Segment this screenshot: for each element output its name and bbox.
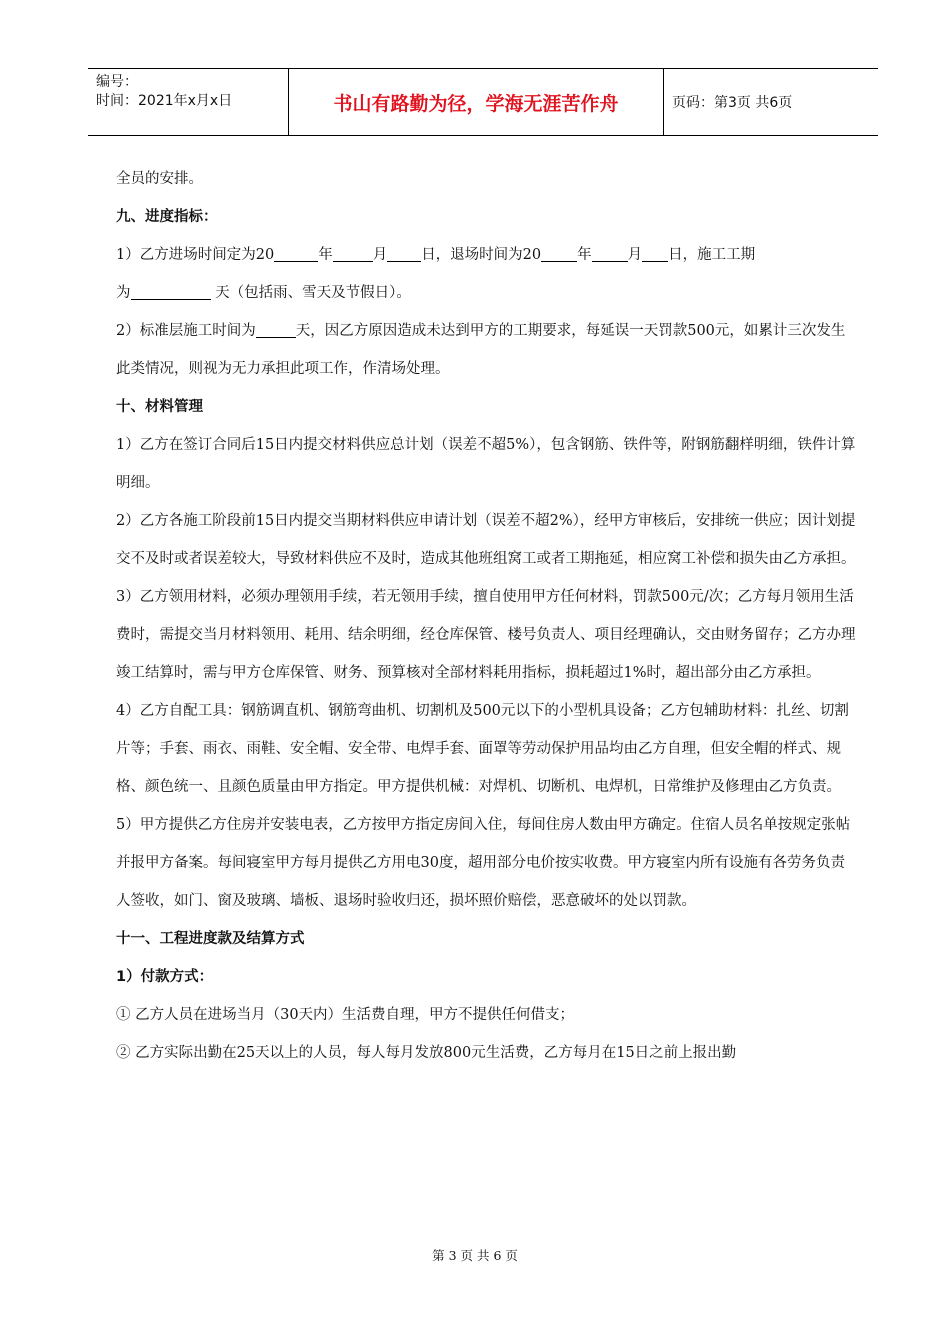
blank-line xyxy=(592,245,628,262)
text-run: 日，退场时间为20 xyxy=(421,247,542,263)
blank-line xyxy=(387,245,421,262)
paragraph: 2）乙方各施工阶段前15日内提交当期材料供应申请计划（误差不超2%），经甲方审核后，安排统一供应；因计划提交不及时或者误差较大，导致材料供应不及时，造成其他班组窝工或者工期拖延，相应窝工补偿和损失由乙方承担。 xyxy=(116,513,856,567)
text-run: 天（包括雨、雪天及节假日）。 xyxy=(210,285,411,301)
text-run: 月 xyxy=(627,247,643,263)
section-heading-11: 十一、工程进度款及结算方式 xyxy=(116,931,305,947)
paragraph: ① 乙方人员在进场当月（30天内）生活费自理，甲方不提供任何借支； xyxy=(116,1007,575,1023)
time-label: 时间：2021年x月x日 xyxy=(96,93,233,109)
number-label: 编号： xyxy=(96,74,138,90)
paragraph: 3）乙方领用材料，必须办理领用手续，若无领用手续，擅自使用甲方任何材料，罚款500元/次；乙方每月领用生活费时，需提交当月材料领用、耗用、结余明细，经仓库保管、楼号负责人、项目经理确认，交由财务留存；乙方办理竣工结算时，需与甲方仓库保管、财务、预算核对全部材料耗用指标，损耗超过1%时，超出部分由乙方承担。 xyxy=(116,589,856,681)
blank-line xyxy=(131,283,211,300)
paragraph-schedule-2 xyxy=(116,312,856,388)
text-run: 为 xyxy=(116,285,131,301)
text-run: 2）标准层施工时间为 xyxy=(116,323,256,339)
paragraph: 5）甲方提供乙方住房并安装电表，乙方按甲方指定房间入住，每间住房人数由甲方确定。住宿人员名单按规定张帖并报甲方备案。每间寝室甲方每月提供乙方用电30度，超用部分电价按实收费。甲方寝室内所有设施有各劳务负责人签收，如门、窗及玻璃、墙板、退场时验收归还，损坏照价赔偿，恶意破坏的处以罚款。 xyxy=(116,817,851,909)
blank-line xyxy=(256,321,296,338)
text-run: 月 xyxy=(372,247,388,263)
text-run: 年 xyxy=(577,247,592,263)
blank-line xyxy=(274,245,318,262)
text-run: 1）乙方进场时间定为20 xyxy=(116,247,275,263)
paragraph: 全员的安排。 xyxy=(116,171,203,187)
paragraph: 4）乙方自配工具：钢筋调直机、钢筋弯曲机、切割机及500元以下的小型机具设备；乙方包辅助材料：扎丝、切割片等；手套、雨衣、雨鞋、安全帽、安全带、电焊手套、面罩等劳动保护用品均由乙方自理，但安全帽的样式、规格、颜色统一、且颜色质量由甲方指定。甲方提供机械：对焊机、切断机、电焊机，日常维护及修理由乙方负责。 xyxy=(116,703,849,795)
header-page-label: 页码：第3页 共6页 xyxy=(672,95,793,111)
text-run: 日，施工工期 xyxy=(668,247,756,263)
blank-line xyxy=(642,245,668,262)
paragraph: 1）乙方在签订合同后15日内提交材料供应总计划（误差不超5%），包含钢筋、铁件等，附钢筋翻样明细，铁件计算明细。 xyxy=(116,437,856,491)
text-run: 天，因乙方原因造成未达到甲方的工期要求，每延误一天罚款500元，如累计三次发生此类情况，则视为无力承担此项工作，作清场处理。 xyxy=(116,323,846,377)
section-heading-10: 十、材料管理 xyxy=(116,399,203,415)
header-motto: 书山有路勤为径，学海无涯苦作舟 xyxy=(288,69,664,135)
document-body xyxy=(116,160,856,1072)
section-heading-9: 九、进度指标： xyxy=(116,209,218,225)
page-footer: 第 3 页 共 6 页 xyxy=(432,1248,518,1263)
blank-line xyxy=(333,245,373,262)
blank-line xyxy=(541,245,577,262)
paragraph: ② 乙方实际出勤在25天以上的人员，每人每月发放800元生活费，乙方每月在15日之前上报出勤 xyxy=(116,1045,737,1061)
header-meta xyxy=(88,69,288,135)
page-header xyxy=(88,68,878,136)
subheading: 1）付款方式： xyxy=(116,969,214,985)
text-run: 年 xyxy=(318,247,333,263)
paragraph-schedule-1 xyxy=(116,236,856,312)
